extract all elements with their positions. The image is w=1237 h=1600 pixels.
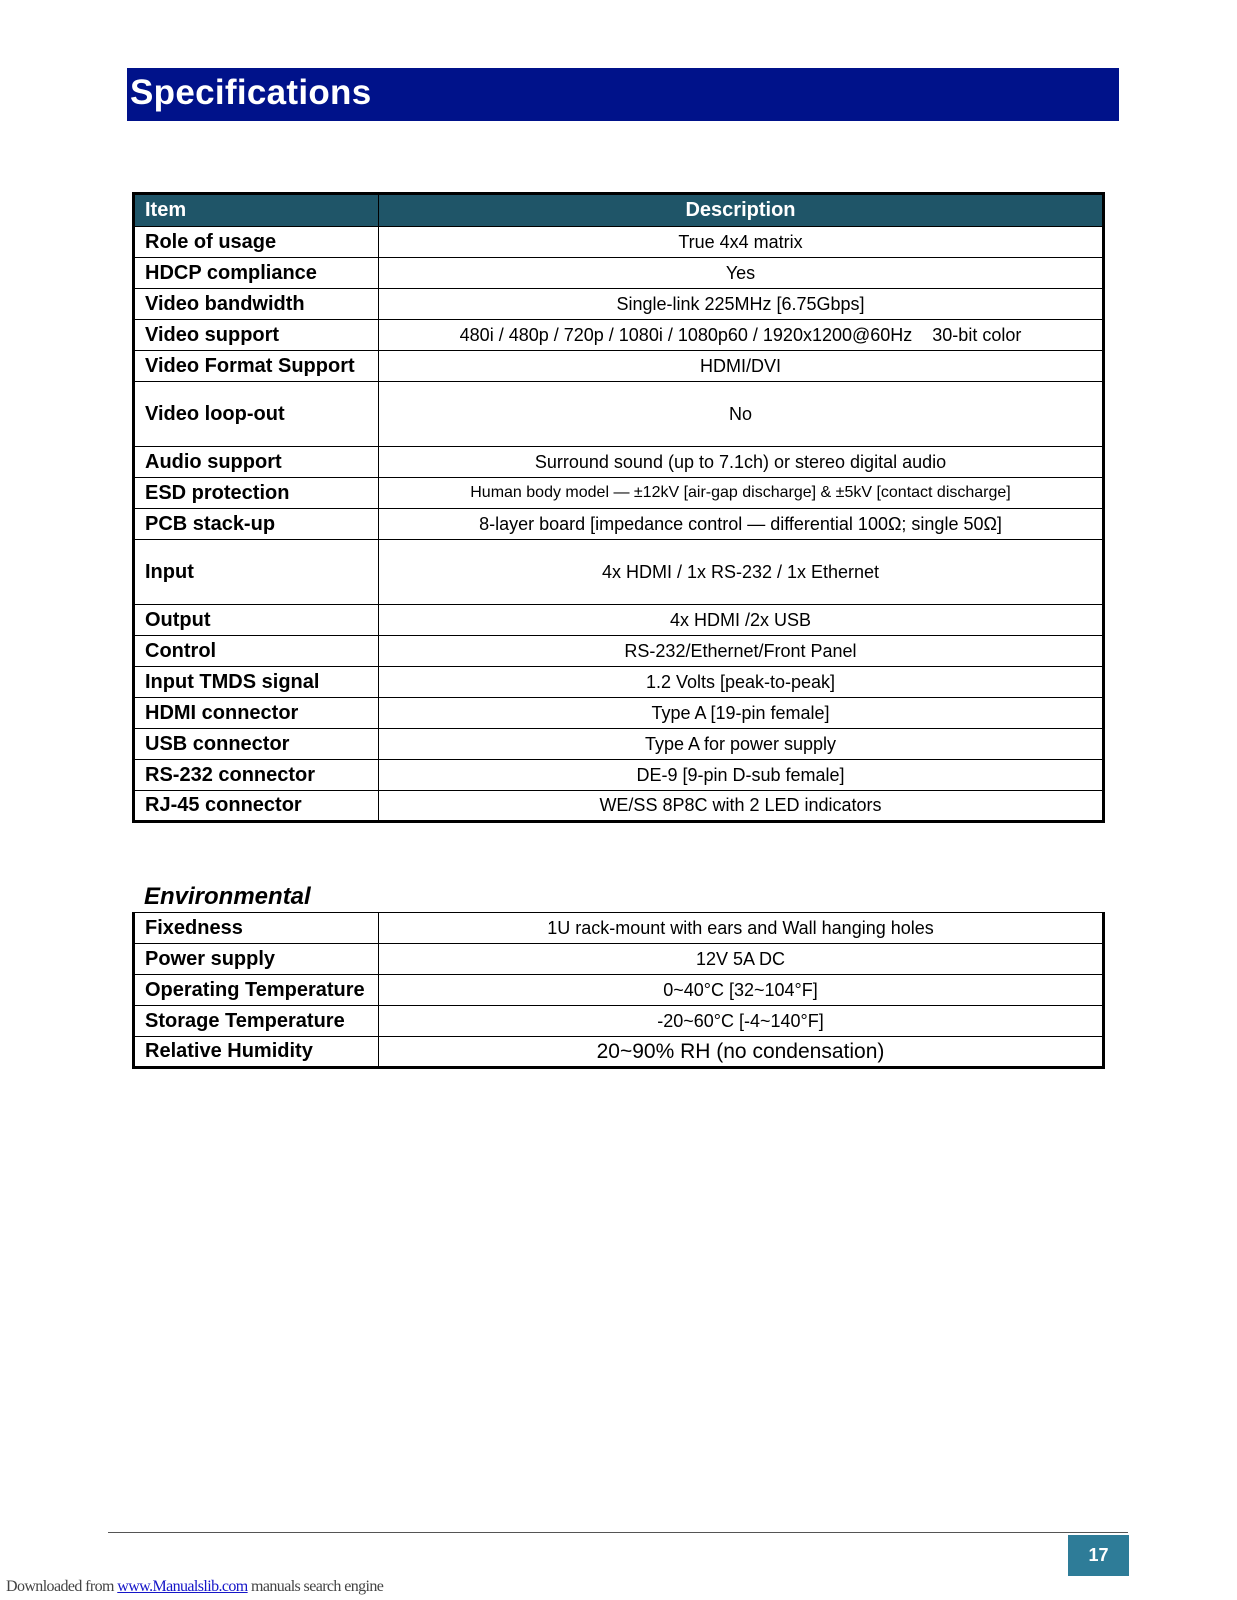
row-description: RS-232/Ethernet/Front Panel: [379, 636, 1104, 667]
row-item: Video loop-out: [134, 382, 379, 447]
row-description: 1U rack-mount with ears and Wall hanging holes: [379, 913, 1104, 944]
table-row: [134, 320, 1104, 351]
row-description: 4x HDMI /2x USB: [379, 605, 1104, 636]
row-description: Human body model — ±12kV [air-gap discharge] & ±5kV [contact discharge]: [379, 478, 1104, 509]
row-description: Single-link 225MHz [6.75Gbps]: [379, 289, 1104, 320]
table-row: [134, 729, 1104, 760]
table-row: [134, 1037, 1104, 1068]
title-banner: [127, 68, 1119, 121]
table-row: [134, 382, 1104, 447]
column-header-item: Item: [134, 194, 379, 227]
row-item: Relative Humidity: [134, 1037, 379, 1068]
table-row: [134, 351, 1104, 382]
row-description: -20~60°C [-4~140°F]: [379, 1006, 1104, 1037]
manualslib-link[interactable]: www.Manualslib.com: [117, 1578, 248, 1595]
row-description: 20~90% RH (no condensation): [379, 1037, 1104, 1068]
page-title: Specifications: [130, 73, 372, 112]
table-row: [134, 913, 1104, 944]
row-item: Fixedness: [134, 913, 379, 944]
row-description: HDMI/DVI: [379, 351, 1104, 382]
row-description: Surround sound (up to 7.1ch) or stereo digital audio: [379, 447, 1104, 478]
table-row: [134, 227, 1104, 258]
row-description: 8-layer board [impedance control — differential 100Ω; single 50Ω]: [379, 509, 1104, 540]
table-row: [134, 540, 1104, 605]
column-header-description: Description: [379, 194, 1104, 227]
row-item: Video Format Support: [134, 351, 379, 382]
table-row: [134, 791, 1104, 822]
row-item: RS-232 connector: [134, 760, 379, 791]
row-item: ESD protection: [134, 478, 379, 509]
table-row: [134, 1006, 1104, 1037]
row-description: WE/SS 8P8C with 2 LED indicators: [379, 791, 1104, 822]
row-item: Video support: [134, 320, 379, 351]
row-item: Role of usage: [134, 227, 379, 258]
row-item: Operating Temperature: [134, 975, 379, 1006]
row-item: Storage Temperature: [134, 1006, 379, 1037]
table-row: [134, 975, 1104, 1006]
table-row: [134, 258, 1104, 289]
spec-table: [132, 192, 1105, 823]
row-item: Control: [134, 636, 379, 667]
row-item: Audio support: [134, 447, 379, 478]
row-description: DE-9 [9-pin D-sub female]: [379, 760, 1104, 791]
row-description: True 4x4 matrix: [379, 227, 1104, 258]
row-description: 1.2 Volts [peak-to-peak]: [379, 667, 1104, 698]
row-item: HDMI connector: [134, 698, 379, 729]
page-number-badge: [1068, 1535, 1129, 1576]
table-row: [134, 509, 1104, 540]
environmental-table: [132, 912, 1105, 1069]
table-row: [134, 636, 1104, 667]
page-number: 17: [1088, 1545, 1109, 1565]
download-notice: [6, 1578, 383, 1596]
table-header-row: [134, 194, 1104, 227]
row-description: No: [379, 382, 1104, 447]
environmental-heading: Environmental: [144, 883, 311, 910]
row-item: Video bandwidth: [134, 289, 379, 320]
row-item: RJ-45 connector: [134, 791, 379, 822]
row-description: Type A for power supply: [379, 729, 1104, 760]
download-prefix: Downloaded from: [6, 1578, 118, 1595]
footer-divider: [108, 1532, 1128, 1533]
row-item: Input TMDS signal: [134, 667, 379, 698]
row-description: 12V 5A DC: [379, 944, 1104, 975]
row-item: Output: [134, 605, 379, 636]
row-description: Type A [19-pin female]: [379, 698, 1104, 729]
table-row: [134, 698, 1104, 729]
row-description: 4x HDMI / 1x RS-232 / 1x Ethernet: [379, 540, 1104, 605]
row-item: PCB stack-up: [134, 509, 379, 540]
row-description: 0~40°C [32~104°F]: [379, 975, 1104, 1006]
download-suffix: manuals search engine: [247, 1578, 384, 1595]
table-row: [134, 605, 1104, 636]
row-item: USB connector: [134, 729, 379, 760]
row-description: Yes: [379, 258, 1104, 289]
row-item: HDCP compliance: [134, 258, 379, 289]
table-row: [134, 447, 1104, 478]
table-row: [134, 944, 1104, 975]
table-row: [134, 289, 1104, 320]
row-item: Input: [134, 540, 379, 605]
row-description: 480i / 480p / 720p / 1080i / 1080p60 / 1920x1200@60Hz 30-bit color: [379, 320, 1104, 351]
table-row: [134, 478, 1104, 509]
row-item: Power supply: [134, 944, 379, 975]
table-row: [134, 760, 1104, 791]
table-row: [134, 667, 1104, 698]
